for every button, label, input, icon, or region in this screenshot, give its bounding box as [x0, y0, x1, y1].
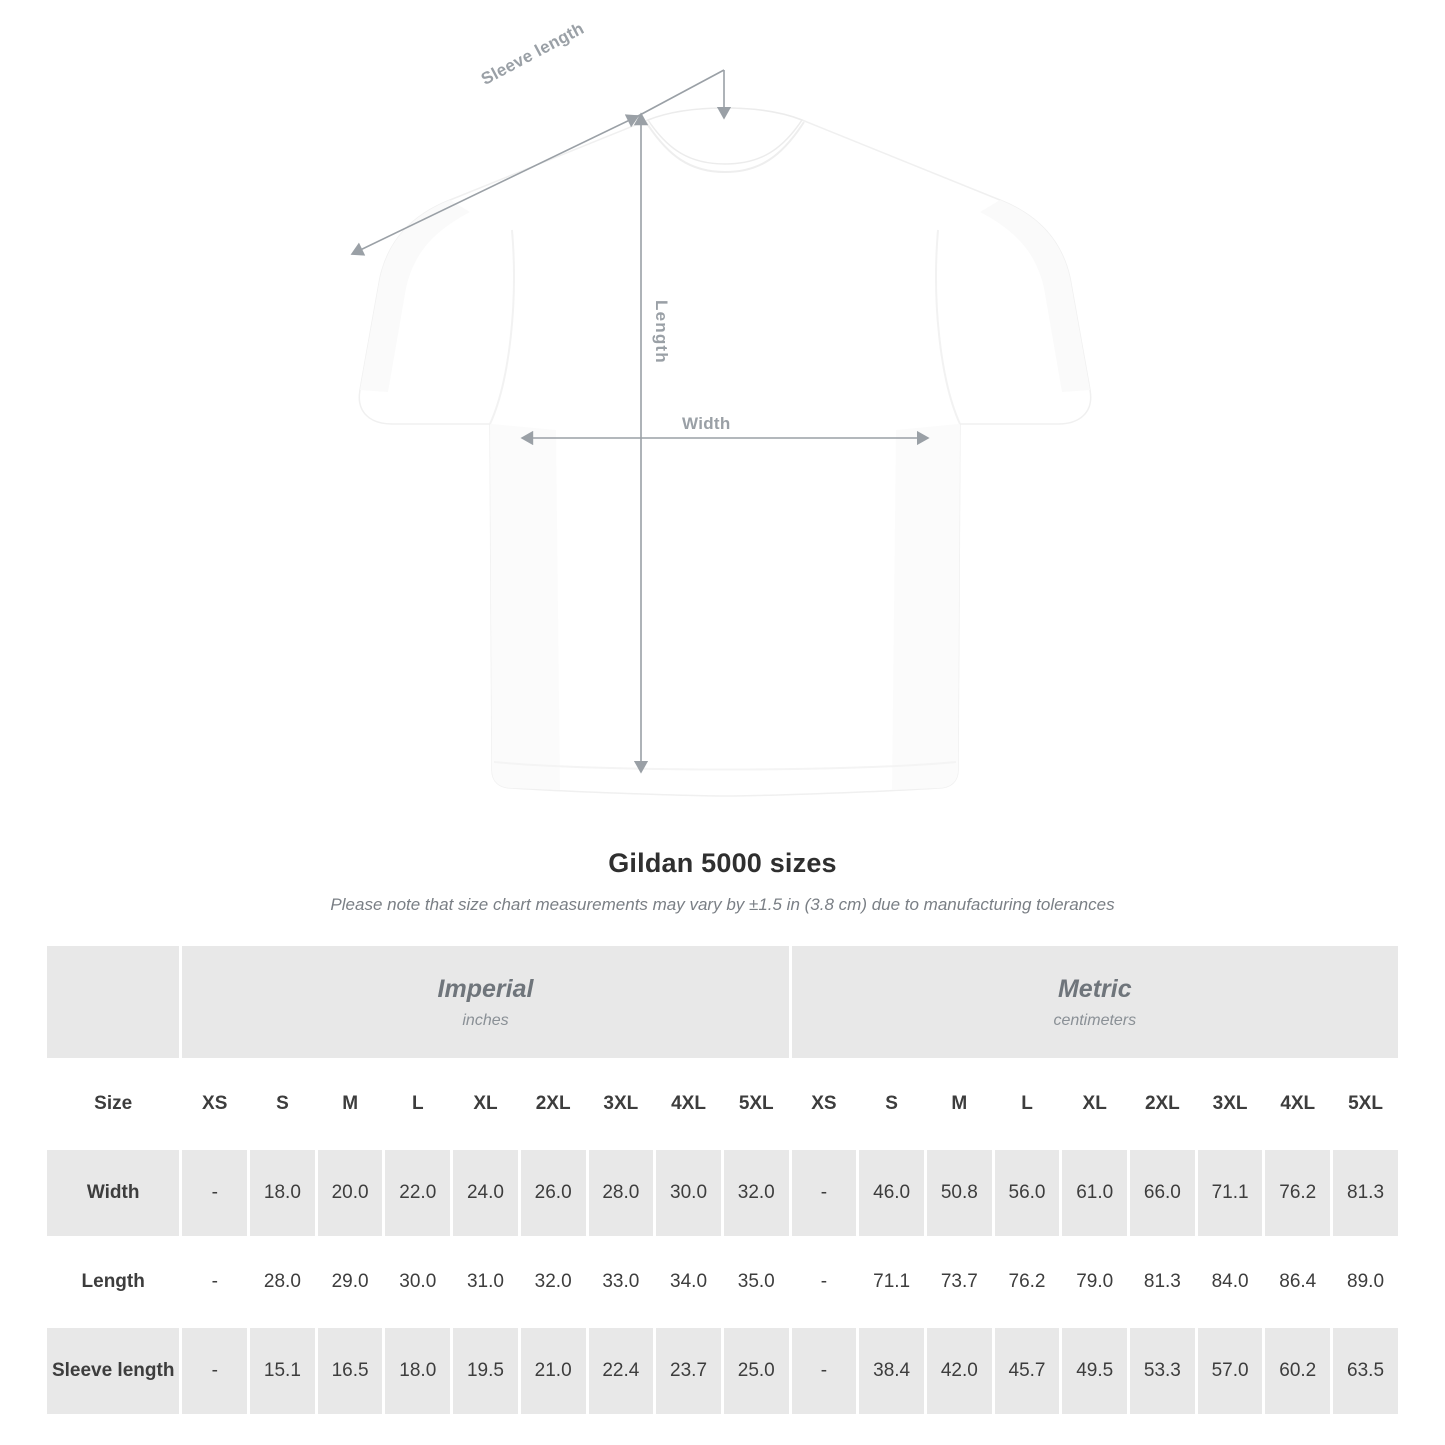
cell-sleeve-metric-4xl: 60.2	[1264, 1327, 1332, 1416]
cell-length-imperial-2xl: 32.0	[519, 1238, 587, 1327]
table-row	[46, 1149, 1400, 1238]
cell-width-metric-2xl: 66.0	[1129, 1149, 1197, 1238]
cell-sleeve-metric-xl: 49.5	[1061, 1327, 1129, 1416]
unit-group-imperial	[181, 945, 790, 1060]
unit-metric-name: Metric	[1057, 974, 1132, 1003]
cell-sleeve-imperial-2xl: 21.0	[519, 1327, 587, 1416]
cell-sleeve-metric-2xl: 53.3	[1129, 1327, 1197, 1416]
cell-width-metric-m: 50.8	[925, 1149, 993, 1238]
cell-length-imperial-4xl: 34.0	[655, 1238, 723, 1327]
cell-width-imperial-4xl: 30.0	[655, 1149, 723, 1238]
tshirt-shape	[359, 108, 1090, 796]
cell-length-metric-3xl: 84.0	[1196, 1238, 1264, 1327]
unit-group-metric	[790, 945, 1399, 1060]
cell-sleeve-metric-m: 42.0	[925, 1327, 993, 1416]
length-label: Length	[652, 300, 671, 364]
cell-sleeve-metric-l: 45.7	[993, 1327, 1061, 1416]
unit-imperial-name: Imperial	[437, 974, 534, 1003]
width-label: Width	[682, 414, 731, 433]
size-col-metric-s: S	[858, 1060, 926, 1149]
cell-width-imperial-xl: 24.0	[452, 1149, 520, 1238]
cell-width-imperial-5xl: 32.0	[722, 1149, 790, 1238]
cell-width-metric-5xl: 81.3	[1332, 1149, 1400, 1238]
size-col-imperial-xs: XS	[181, 1060, 249, 1149]
cell-sleeve-imperial-5xl: 25.0	[722, 1327, 790, 1416]
size-chart-table	[44, 943, 1401, 1417]
size-col-metric-2xl: 2XL	[1129, 1060, 1197, 1149]
cell-width-metric-l: 56.0	[993, 1149, 1061, 1238]
size-header-row	[46, 1060, 1400, 1149]
cell-sleeve-metric-xs: -	[790, 1327, 858, 1416]
cell-width-metric-s: 46.0	[858, 1149, 926, 1238]
cell-width-imperial-m: 20.0	[316, 1149, 384, 1238]
cell-sleeve-imperial-xl: 19.5	[452, 1327, 520, 1416]
title-block	[0, 848, 1445, 915]
cell-sleeve-imperial-s: 15.1	[249, 1327, 317, 1416]
table-row	[46, 1238, 1400, 1327]
size-col-metric-3xl: 3XL	[1196, 1060, 1264, 1149]
cell-width-metric-4xl: 76.2	[1264, 1149, 1332, 1238]
cell-length-metric-s: 71.1	[858, 1238, 926, 1327]
row-label-width: Width	[46, 1149, 181, 1238]
size-col-imperial-xl: XL	[452, 1060, 520, 1149]
size-label-cell: Size	[46, 1060, 181, 1149]
cell-width-metric-xs: -	[790, 1149, 858, 1238]
cell-length-metric-m: 73.7	[925, 1238, 993, 1327]
cell-sleeve-metric-s: 38.4	[858, 1327, 926, 1416]
cell-width-imperial-2xl: 26.0	[519, 1149, 587, 1238]
size-col-metric-5xl: 5XL	[1332, 1060, 1400, 1149]
cell-sleeve-imperial-3xl: 22.4	[587, 1327, 655, 1416]
cell-length-imperial-3xl: 33.0	[587, 1238, 655, 1327]
cell-length-imperial-xl: 31.0	[452, 1238, 520, 1327]
size-col-metric-xl: XL	[1061, 1060, 1129, 1149]
unit-metric-sub: centimeters	[1053, 1011, 1137, 1029]
cell-sleeve-metric-3xl: 57.0	[1196, 1327, 1264, 1416]
table-row	[46, 1327, 1400, 1416]
row-label-length: Length	[46, 1238, 181, 1327]
cell-length-imperial-xs: -	[181, 1238, 249, 1327]
size-col-metric-m: M	[925, 1060, 993, 1149]
cell-width-imperial-l: 22.0	[384, 1149, 452, 1238]
size-col-imperial-5xl: 5XL	[722, 1060, 790, 1149]
tolerance-note: Please note that size chart measurements may vary by ±1.5 in (3.8 cm) due to manufacturing tolerances	[330, 895, 1115, 914]
size-col-metric-4xl: 4XL	[1264, 1060, 1332, 1149]
cell-width-imperial-xs: -	[181, 1149, 249, 1238]
cell-sleeve-imperial-m: 16.5	[316, 1327, 384, 1416]
cell-length-metric-xl: 79.0	[1061, 1238, 1129, 1327]
cell-length-imperial-m: 29.0	[316, 1238, 384, 1327]
row-label-sleeve-length: Sleeve length	[46, 1327, 181, 1416]
cell-length-metric-xs: -	[790, 1238, 858, 1327]
size-col-imperial-4xl: 4XL	[655, 1060, 723, 1149]
sleeve-length-label: Sleeve length	[478, 18, 588, 89]
cell-length-metric-4xl: 86.4	[1264, 1238, 1332, 1327]
cell-sleeve-metric-5xl: 63.5	[1332, 1327, 1400, 1416]
size-chart-table-wrapper	[44, 943, 1401, 1417]
size-col-imperial-2xl: 2XL	[519, 1060, 587, 1149]
size-col-imperial-m: M	[316, 1060, 384, 1149]
unit-header-row	[46, 945, 1400, 1060]
cell-length-metric-2xl: 81.3	[1129, 1238, 1197, 1327]
cell-width-imperial-3xl: 28.0	[587, 1149, 655, 1238]
size-col-metric-l: L	[993, 1060, 1061, 1149]
cell-length-metric-5xl: 89.0	[1332, 1238, 1400, 1327]
cell-sleeve-imperial-l: 18.0	[384, 1327, 452, 1416]
cell-width-imperial-s: 18.0	[249, 1149, 317, 1238]
cell-sleeve-imperial-4xl: 23.7	[655, 1327, 723, 1416]
cell-length-imperial-s: 28.0	[249, 1238, 317, 1327]
cell-sleeve-imperial-xs: -	[181, 1327, 249, 1416]
cell-length-imperial-l: 30.0	[384, 1238, 452, 1327]
size-col-metric-xs: XS	[790, 1060, 858, 1149]
cell-width-metric-xl: 61.0	[1061, 1149, 1129, 1238]
size-col-imperial-s: S	[249, 1060, 317, 1149]
cell-length-metric-l: 76.2	[993, 1238, 1061, 1327]
cell-length-imperial-5xl: 35.0	[722, 1238, 790, 1327]
page-title: Gildan 5000 sizes	[608, 848, 837, 878]
cell-width-metric-3xl: 71.1	[1196, 1149, 1264, 1238]
unit-imperial-sub: inches	[462, 1011, 509, 1029]
size-col-imperial-l: L	[384, 1060, 452, 1149]
unit-header-spacer	[46, 945, 181, 1060]
size-col-imperial-3xl: 3XL	[587, 1060, 655, 1149]
